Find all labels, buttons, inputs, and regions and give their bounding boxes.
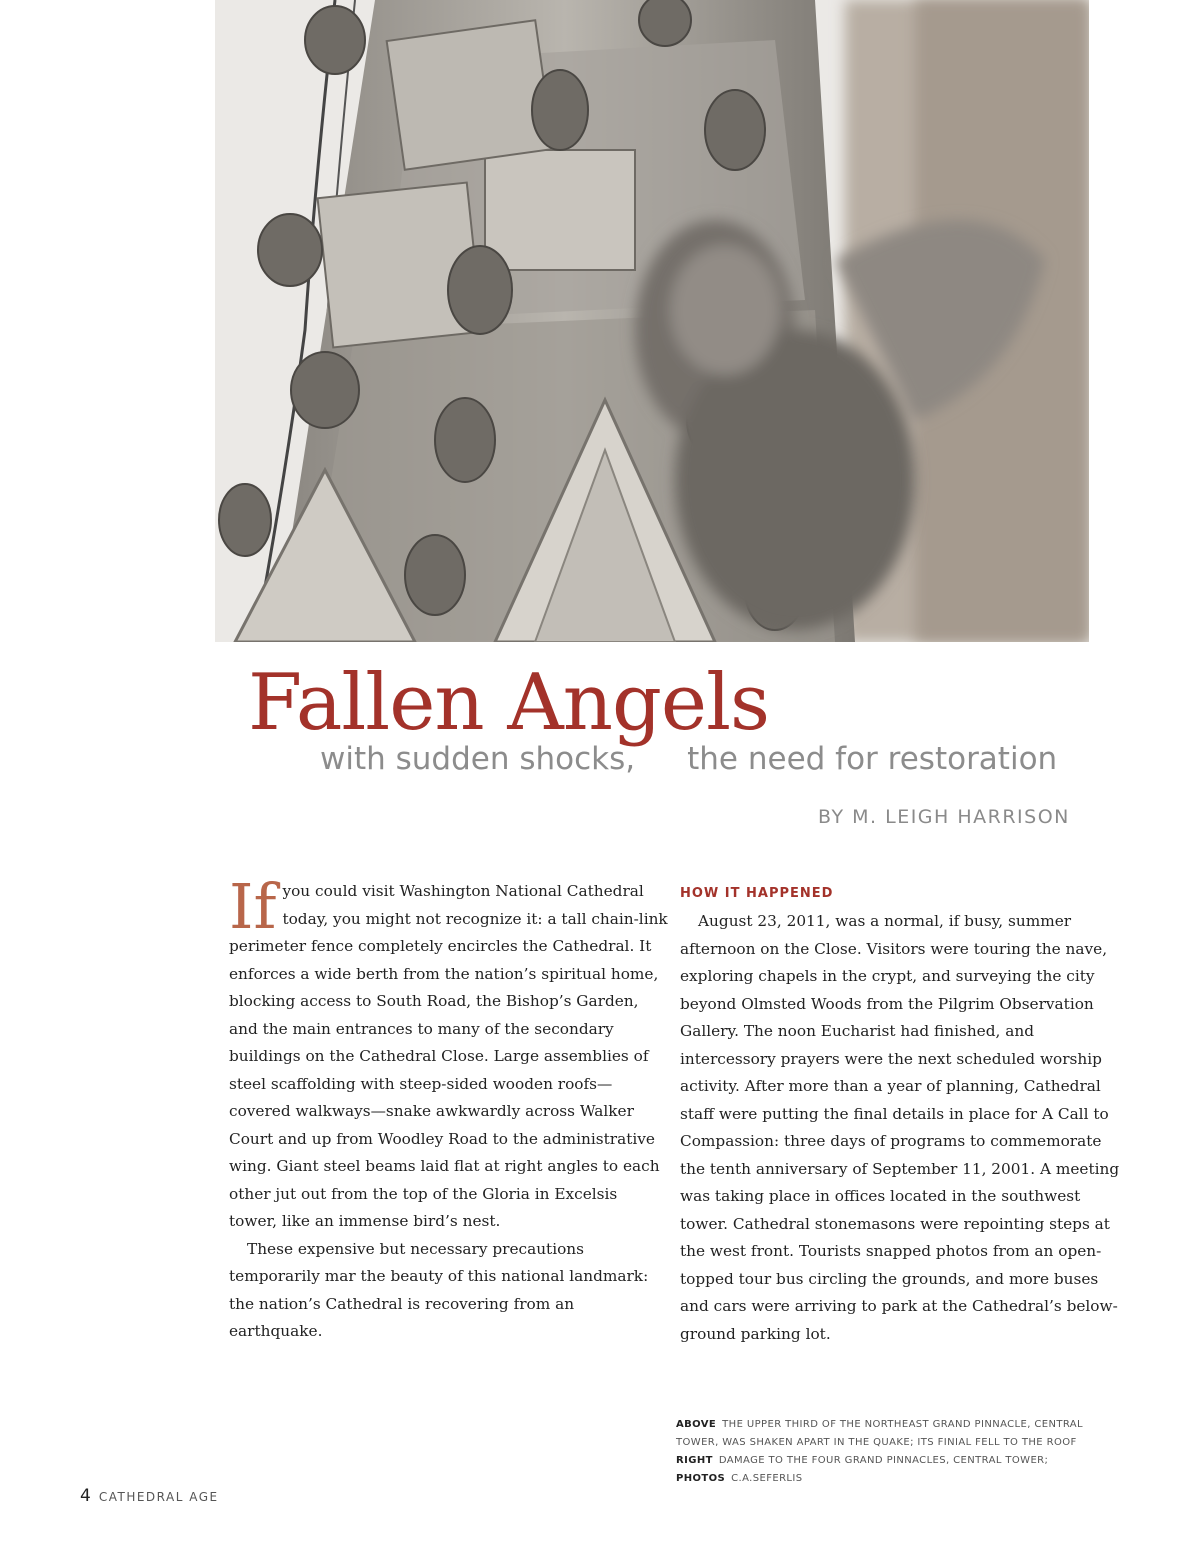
pinnacle-angel-illustration <box>215 0 1089 642</box>
page-footer <box>80 1486 219 1506</box>
paragraph-3: August 23, 2011, was a normal, if busy, summer afternoon on the Close. Visitors were touring the nave, exploring chapels in the crypt, and surveying the city beyond Olmsted Woods from the Pilgrim Observation Gallery. The noon Eucharist had finished, and intercessory prayers were the next scheduled worship activity. After more than a year of planning, Cathedral staff were putting the final details in place for A Call to Compassion: three days of programs to commemorate the tenth anniversary of September 11, 2001. A meeting was taking place in offices located in the southwest tower. Cathedral stonemasons were repointing steps at the west front. Tourists snapped photos from an open-topped tour bus circling the grounds, and more buses and cars were arriving to park at the Cathedral’s below-ground parking lot. <box>680 912 1120 1343</box>
caption-photos-text: C.A.SEFERLIS <box>731 1473 803 1484</box>
section-heading: HOW IT HAPPENED <box>680 886 834 901</box>
caption-photos <box>676 1470 1126 1488</box>
subtitle-part-2: the need for restoration <box>687 741 1058 777</box>
article-title: Fallen Angels <box>248 658 770 748</box>
paragraph-1: you could visit Washington National Cathedral today, you might not recognize it: a tall chain-link perimeter fence completely encircles the Cathedral. It enforces a wide berth from the nation’s spiritual home, blocking access to South Road, the Bishop’s Garden, and the main entrances to many of the secondary buildings on the Cathedral Close. Large assemblies of steel scaffolding with steep-sided wooden roofs—covered walkways—snake awkwardly across Walker Court and up from Woodley Road to the administrative wing. Giant steel beams laid flat at right angles to each other jut out from the top of the Gloria in Excelsis tower, like an immense bird’s nest. <box>229 882 668 1230</box>
drop-cap: If <box>229 870 277 943</box>
subtitle-part-1: with sudden shocks, <box>320 741 636 777</box>
caption-right <box>676 1452 1126 1470</box>
article-subtitle <box>320 741 1058 777</box>
caption-above-label: ABOVE <box>676 1419 717 1430</box>
byline: BY M. LEIGH HARRISON <box>818 806 1070 828</box>
caption-above <box>676 1416 1126 1452</box>
caption-photos-label: PHOTOS <box>676 1473 726 1484</box>
column-left <box>229 870 669 1346</box>
publication-name: CATHEDRAL AGE <box>98 1490 219 1504</box>
caption-right-text: DAMAGE TO THE FOUR GRAND PINNACLES, CENTRAL TOWER; <box>718 1455 1049 1466</box>
caption-right-label: RIGHT <box>676 1455 713 1466</box>
pinnacle-angel-photo <box>215 0 1089 642</box>
paragraph-2: These expensive but necessary precautions temporarily mar the beauty of this national landmark: the nation’s Cathedral is recovering from an earthquake. <box>229 1239 649 1340</box>
photo-captions <box>676 1416 1126 1488</box>
caption-above-text: THE UPPER THIRD OF THE NORTHEAST GRAND PINNACLE, CENTRAL TOWER, WAS SHAKEN APART IN THE QUAKE; ITS FINIAL FELL TO THE ROOF <box>676 1419 1084 1448</box>
page-number: 4 <box>80 1486 91 1506</box>
column-right <box>680 880 1120 1348</box>
